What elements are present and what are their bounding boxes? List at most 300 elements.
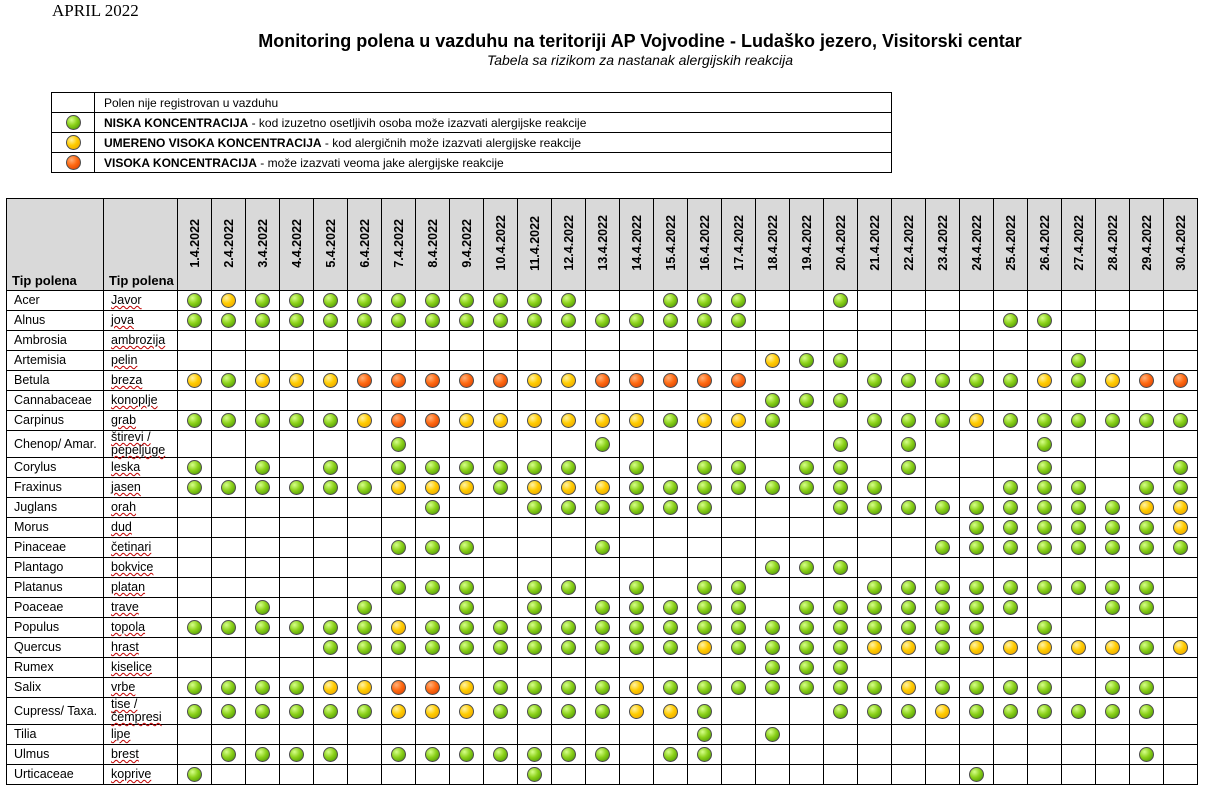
concentration-dot-icon (255, 600, 270, 615)
concentration-dot-icon (663, 680, 678, 695)
level-cell (722, 745, 756, 765)
level-cell (382, 331, 416, 351)
level-cell (654, 745, 688, 765)
date-label: 5.4.2022 (323, 218, 338, 268)
level-cell (382, 598, 416, 618)
level-cell (382, 391, 416, 411)
level-cell (1096, 331, 1130, 351)
concentration-dot-icon (1105, 540, 1120, 555)
concentration-dot-icon (595, 500, 610, 515)
local-name: četinari (104, 538, 178, 558)
level-cell (1164, 618, 1198, 638)
level-cell (382, 431, 416, 458)
level-cell (484, 598, 518, 618)
level-cell (892, 351, 926, 371)
level-cell (620, 518, 654, 538)
level-cell (450, 698, 484, 725)
level-cell (960, 331, 994, 351)
concentration-dot-icon (1139, 640, 1154, 655)
level-cell (960, 498, 994, 518)
header-date (280, 199, 314, 291)
concentration-dot-icon (765, 680, 780, 695)
latin-name: Carpinus (7, 411, 104, 431)
level-cell (1096, 411, 1130, 431)
level-cell (178, 458, 212, 478)
level-cell (824, 678, 858, 698)
level-cell (1028, 725, 1062, 745)
concentration-dot-icon (731, 293, 746, 308)
level-cell (688, 678, 722, 698)
level-cell (1096, 311, 1130, 331)
level-cell (518, 765, 552, 785)
level-cell (756, 411, 790, 431)
legend-description: Polen nije registrovan u vazduhu (104, 95, 279, 110)
concentration-dot-icon (595, 540, 610, 555)
legend-description: - kod izuzetno osetljivih osoba može izazvati alergijske reakcije (248, 115, 587, 130)
level-cell (1028, 598, 1062, 618)
level-cell (1096, 458, 1130, 478)
concentration-dot-icon (1071, 413, 1086, 428)
level-cell (1062, 598, 1096, 618)
level-cell (348, 638, 382, 658)
date-label: 16.4.2022 (697, 215, 712, 271)
latin-name: Plantago (7, 558, 104, 578)
level-cell (1130, 518, 1164, 538)
level-cell (552, 698, 586, 725)
concentration-dot-icon (527, 680, 542, 695)
level-cell (892, 558, 926, 578)
concentration-dot-icon (1037, 460, 1052, 475)
level-cell (620, 411, 654, 431)
level-cell (824, 765, 858, 785)
concentration-dot-icon (459, 293, 474, 308)
concentration-dot-icon (969, 373, 984, 388)
date-label: 9.4.2022 (459, 218, 474, 268)
level-cell (212, 558, 246, 578)
level-cell (722, 431, 756, 458)
header-date (314, 199, 348, 291)
level-cell (450, 658, 484, 678)
level-cell (1028, 518, 1062, 538)
level-cell (858, 371, 892, 391)
level-cell (416, 291, 450, 311)
concentration-dot-icon (731, 413, 746, 428)
concentration-dot-icon (255, 620, 270, 635)
level-cell (756, 658, 790, 678)
level-cell (620, 351, 654, 371)
level-cell (280, 371, 314, 391)
local-name: grab (104, 411, 178, 431)
concentration-dot-icon (187, 373, 202, 388)
concentration-dot-icon (595, 437, 610, 452)
concentration-dot-icon (323, 680, 338, 695)
concentration-dot-icon (323, 373, 338, 388)
level-cell (960, 698, 994, 725)
concentration-dot-icon (187, 480, 202, 495)
level-cell (518, 578, 552, 598)
level-cell (314, 291, 348, 311)
header-date (484, 199, 518, 291)
concentration-dot-icon (1105, 680, 1120, 695)
table-row (7, 678, 1198, 698)
concentration-dot-icon (765, 353, 780, 368)
level-cell (552, 598, 586, 618)
level-cell (1130, 765, 1164, 785)
local-name: lipe (104, 725, 178, 745)
date-label: 12.4.2022 (561, 215, 576, 271)
concentration-dot-icon (1173, 460, 1188, 475)
concentration-dot-icon (1105, 640, 1120, 655)
level-cell (382, 658, 416, 678)
level-cell (450, 498, 484, 518)
level-cell (178, 618, 212, 638)
level-cell (450, 558, 484, 578)
concentration-dot-icon (833, 393, 848, 408)
concentration-dot-icon (425, 540, 440, 555)
legend-icon-cell (52, 113, 95, 133)
header-date (722, 199, 756, 291)
level-cell (416, 725, 450, 745)
level-cell (892, 311, 926, 331)
level-cell (790, 678, 824, 698)
concentration-dot-icon (799, 640, 814, 655)
concentration-dot-icon (425, 704, 440, 719)
concentration-dot-icon (595, 600, 610, 615)
concentration-dot-icon (969, 680, 984, 695)
level-cell (960, 745, 994, 765)
date-label: 30.4.2022 (1173, 215, 1188, 271)
level-cell (586, 411, 620, 431)
level-cell (756, 351, 790, 371)
concentration-dot-icon (1037, 680, 1052, 695)
header-local-name: Tip polena (104, 199, 178, 291)
level-cell (654, 371, 688, 391)
header-date (688, 199, 722, 291)
concentration-dot-icon (901, 620, 916, 635)
concentration-dot-icon (187, 620, 202, 635)
level-cell (824, 745, 858, 765)
level-cell (1096, 598, 1130, 618)
local-name: leska (104, 458, 178, 478)
header-date (824, 199, 858, 291)
level-cell (722, 291, 756, 311)
concentration-dot-icon (663, 480, 678, 495)
level-cell (586, 371, 620, 391)
concentration-dot-icon (1037, 620, 1052, 635)
level-cell (416, 638, 450, 658)
level-cell (892, 431, 926, 458)
concentration-dot-icon (1139, 540, 1154, 555)
legend-dot-icon (66, 155, 81, 170)
concentration-dot-icon (1105, 373, 1120, 388)
level-cell (586, 291, 620, 311)
level-cell (518, 311, 552, 331)
level-cell (382, 498, 416, 518)
level-cell (314, 411, 348, 431)
level-cell (756, 311, 790, 331)
concentration-dot-icon (1071, 640, 1086, 655)
level-cell (824, 538, 858, 558)
level-cell (314, 658, 348, 678)
level-cell (178, 638, 212, 658)
level-cell (1164, 678, 1198, 698)
level-cell (1096, 578, 1130, 598)
level-cell (382, 618, 416, 638)
level-cell (450, 311, 484, 331)
level-cell (450, 331, 484, 351)
level-cell (824, 598, 858, 618)
concentration-dot-icon (969, 704, 984, 719)
level-cell (926, 351, 960, 371)
concentration-dot-icon (1139, 600, 1154, 615)
level-cell (178, 725, 212, 745)
concentration-dot-icon (935, 680, 950, 695)
level-cell (484, 518, 518, 538)
level-cell (314, 558, 348, 578)
level-cell (1028, 371, 1062, 391)
level-cell (382, 458, 416, 478)
concentration-dot-icon (221, 747, 236, 762)
level-cell (212, 765, 246, 785)
level-cell (926, 698, 960, 725)
level-cell (348, 698, 382, 725)
level-cell (552, 411, 586, 431)
level-cell (1096, 498, 1130, 518)
level-cell (858, 658, 892, 678)
level-cell (722, 411, 756, 431)
latin-name: Pinaceae (7, 538, 104, 558)
level-cell (246, 578, 280, 598)
concentration-dot-icon (867, 413, 882, 428)
level-cell (1164, 638, 1198, 658)
level-cell (1028, 351, 1062, 371)
level-cell (722, 458, 756, 478)
concentration-dot-icon (1037, 640, 1052, 655)
concentration-dot-icon (731, 580, 746, 595)
concentration-dot-icon (629, 600, 644, 615)
level-cell (654, 311, 688, 331)
level-cell (246, 411, 280, 431)
level-cell (382, 698, 416, 725)
level-cell (688, 598, 722, 618)
level-cell (960, 725, 994, 745)
header-date (994, 199, 1028, 291)
date-label: 17.4.2022 (731, 215, 746, 271)
level-cell (688, 331, 722, 351)
concentration-dot-icon (357, 620, 372, 635)
level-cell (348, 678, 382, 698)
concentration-dot-icon (935, 580, 950, 595)
local-name: platan (104, 578, 178, 598)
level-cell (246, 765, 280, 785)
level-cell (960, 678, 994, 698)
concentration-dot-icon (799, 560, 814, 575)
level-cell (790, 765, 824, 785)
level-cell (858, 558, 892, 578)
concentration-dot-icon (357, 600, 372, 615)
level-cell (382, 638, 416, 658)
concentration-dot-icon (459, 680, 474, 695)
concentration-dot-icon (561, 413, 576, 428)
concentration-dot-icon (255, 704, 270, 719)
level-cell (858, 725, 892, 745)
concentration-dot-icon (323, 460, 338, 475)
concentration-dot-icon (901, 640, 916, 655)
level-cell (824, 578, 858, 598)
level-cell (552, 371, 586, 391)
concentration-dot-icon (1105, 600, 1120, 615)
local-name: konoplje (104, 391, 178, 411)
level-cell (586, 698, 620, 725)
level-cell (858, 431, 892, 458)
level-cell (280, 598, 314, 618)
concentration-dot-icon (493, 413, 508, 428)
concentration-dot-icon (663, 640, 678, 655)
level-cell (212, 311, 246, 331)
concentration-dot-icon (629, 620, 644, 635)
concentration-dot-icon (187, 704, 202, 719)
level-cell (756, 391, 790, 411)
level-cell (212, 598, 246, 618)
level-cell (654, 331, 688, 351)
level-cell (1164, 538, 1198, 558)
level-cell (892, 538, 926, 558)
level-cell (1062, 538, 1096, 558)
concentration-dot-icon (697, 680, 712, 695)
level-cell (688, 745, 722, 765)
date-label: 29.4.2022 (1139, 215, 1154, 271)
level-cell (892, 498, 926, 518)
concentration-dot-icon (969, 520, 984, 535)
local-name: brest (104, 745, 178, 765)
level-cell (790, 618, 824, 638)
level-cell (858, 578, 892, 598)
level-cell (688, 478, 722, 498)
level-cell (756, 478, 790, 498)
concentration-dot-icon (391, 293, 406, 308)
level-cell (212, 725, 246, 745)
level-cell (892, 638, 926, 658)
concentration-dot-icon (629, 680, 644, 695)
concentration-dot-icon (1003, 520, 1018, 535)
level-cell (1130, 658, 1164, 678)
concentration-dot-icon (425, 640, 440, 655)
level-cell (586, 478, 620, 498)
level-cell (994, 498, 1028, 518)
level-cell (416, 618, 450, 638)
level-cell (892, 658, 926, 678)
level-cell (314, 578, 348, 598)
level-cell (348, 745, 382, 765)
level-cell (382, 351, 416, 371)
level-cell (960, 291, 994, 311)
concentration-dot-icon (901, 600, 916, 615)
level-cell (688, 458, 722, 478)
level-cell (178, 658, 212, 678)
concentration-dot-icon (425, 620, 440, 635)
concentration-dot-icon (221, 313, 236, 328)
level-cell (280, 745, 314, 765)
latin-name: Fraxinus (7, 478, 104, 498)
local-name: jasen (104, 478, 178, 498)
level-cell (246, 698, 280, 725)
level-cell (654, 578, 688, 598)
concentration-dot-icon (561, 704, 576, 719)
date-label: 13.4.2022 (595, 215, 610, 271)
concentration-dot-icon (187, 293, 202, 308)
level-cell (926, 411, 960, 431)
level-cell (1164, 291, 1198, 311)
date-label: 27.4.2022 (1071, 215, 1086, 271)
concentration-dot-icon (561, 747, 576, 762)
concentration-dot-icon (391, 680, 406, 695)
concentration-dot-icon (629, 580, 644, 595)
level-cell (212, 331, 246, 351)
table-row (7, 498, 1198, 518)
level-cell (280, 431, 314, 458)
level-cell (416, 765, 450, 785)
concentration-dot-icon (833, 480, 848, 495)
level-cell (790, 498, 824, 518)
level-cell (1164, 411, 1198, 431)
level-cell (1062, 478, 1096, 498)
level-cell (348, 658, 382, 678)
level-cell (1130, 311, 1164, 331)
concentration-dot-icon (357, 313, 372, 328)
level-cell (926, 311, 960, 331)
concentration-dot-icon (663, 293, 678, 308)
level-cell (926, 598, 960, 618)
level-cell (824, 638, 858, 658)
level-cell (382, 518, 416, 538)
level-cell (790, 578, 824, 598)
concentration-dot-icon (1071, 353, 1086, 368)
level-cell (178, 431, 212, 458)
level-cell (280, 558, 314, 578)
concentration-dot-icon (527, 313, 542, 328)
legend-row (52, 133, 892, 153)
date-label: 19.4.2022 (799, 215, 814, 271)
concentration-dot-icon (425, 373, 440, 388)
level-cell (484, 638, 518, 658)
header-date (892, 199, 926, 291)
concentration-dot-icon (833, 460, 848, 475)
legend-text (95, 113, 892, 133)
level-cell (280, 578, 314, 598)
level-cell (178, 291, 212, 311)
level-cell (518, 331, 552, 351)
level-cell (586, 391, 620, 411)
level-cell (450, 458, 484, 478)
concentration-dot-icon (561, 313, 576, 328)
level-cell (1130, 725, 1164, 745)
level-cell (280, 458, 314, 478)
level-cell (858, 351, 892, 371)
concentration-dot-icon (833, 437, 848, 452)
concentration-dot-icon (493, 480, 508, 495)
level-cell (1164, 725, 1198, 745)
table-row (7, 391, 1198, 411)
level-cell (382, 291, 416, 311)
level-cell (688, 638, 722, 658)
level-cell (654, 291, 688, 311)
level-cell (518, 498, 552, 518)
level-cell (620, 725, 654, 745)
level-cell (518, 558, 552, 578)
level-cell (824, 311, 858, 331)
level-cell (586, 558, 620, 578)
level-cell (518, 291, 552, 311)
